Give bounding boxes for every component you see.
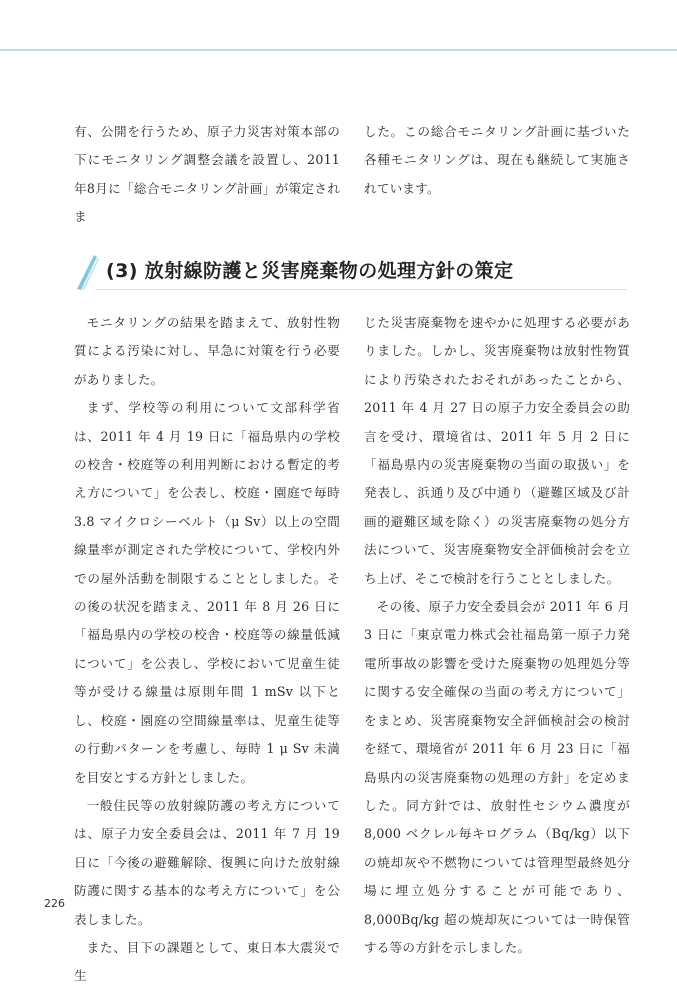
section-heading — [74, 245, 627, 293]
paragraph: じた災害廃棄物を速やかに処理する必要がありました。しかし、災害廃棄物は放射性物質により汚染されたおそれがあったことから、2011 年 4 月 27 日の原子力安全委員会の助言を受け、環境省は、2011 年 5 月 2 日に「福島県内の災害廃棄物の当面の取扱い」を発表し、浜通り及び中通り（避難区域及び計画的避難区域を除く）の災害廃棄物の処分方法について、災害廃棄物安全評価検討会を立ち上げ、そこで検討を行うこととしました。 — [364, 315, 630, 586]
left-column — [74, 309, 340, 991]
right-column — [364, 309, 630, 962]
paragraph: モニタリングの結果を踏まえて、放射性物質による汚染に対し、早急に対策を行う必要がありました。 — [74, 315, 340, 387]
top-right-column — [364, 118, 630, 203]
paragraph: その後、原子力安全委員会が 2011 年 6 月 3 日に「東京電力株式会社福島第一原子力発電所事故の影響を受けた廃棄物の処理処分等に関する安全確保の当面の考え方について」をまとめ、災害廃棄物安全評価検討会の検討を経て、環境省が 2011 年 6 月 23 日に「福島県内の災害廃棄物の処理の方針」を定めました。同方針では、放射性セシウム濃度が 8,000 ベクレル毎キログラム（Bq/kg）以下の焼却灰や不燃物については管理型最終処分場に埋立処分することが可能であり、8,000Bq/kg 超の焼却灰については一時保管する等の方針を示しました。 — [364, 599, 630, 955]
heading-underline — [96, 289, 627, 290]
paragraph: また、目下の課題として、東日本大震災で生 — [74, 939, 340, 984]
paragraph: 有、公開を行うため、原子力災害対策本部の下にモニタリング調整会議を設置し、2011 年8月に「総合モニタリング計画」が策定されま — [74, 124, 340, 225]
top-rule — [0, 0, 677, 52]
page-number: 226 — [44, 897, 65, 910]
paragraph: 一般住民等の放射線防護の考え方については、原子力安全委員会は、2011 年 7 月 19 日に「今後の避難解除、復興に向けた放射線防護に関する基本的な考え方について」を公表しました。 — [74, 797, 340, 927]
section-title: (3) 放射線防護と災害廃棄物の処理方針の策定 — [106, 260, 514, 282]
top-left-column — [74, 118, 340, 232]
slash-accent-icon — [74, 245, 104, 293]
paragraph: した。この総合モニタリング計画に基づいた各種モニタリングは、現在も継続して実施されています。 — [364, 124, 630, 196]
paragraph: まず、学校等の利用について文部科学省は、2011 年 4 月 19 日に「福島県内の学校の校舎・校庭等の利用判断における暫定的考え方について」を公表し、校庭・園庭で毎時 3.8 マイクロシーベルト（μ Sv）以上の空間線量率が測定された学校について、学校内外での屋外活動を制限することとしました。その後の状況を踏まえ、2011 年 8 月 26 日に「福島県内の学校の校舎・校庭等の線量低減について」を公表し、学校において児童生徒等が受ける線量は原則年間 1 mSv 以下とし、校庭・園庭の空間線量率は、児童生徒等の行動パターンを考慮し、毎時 1 μ Sv 未満を目安とする方針としました。 — [74, 400, 340, 785]
